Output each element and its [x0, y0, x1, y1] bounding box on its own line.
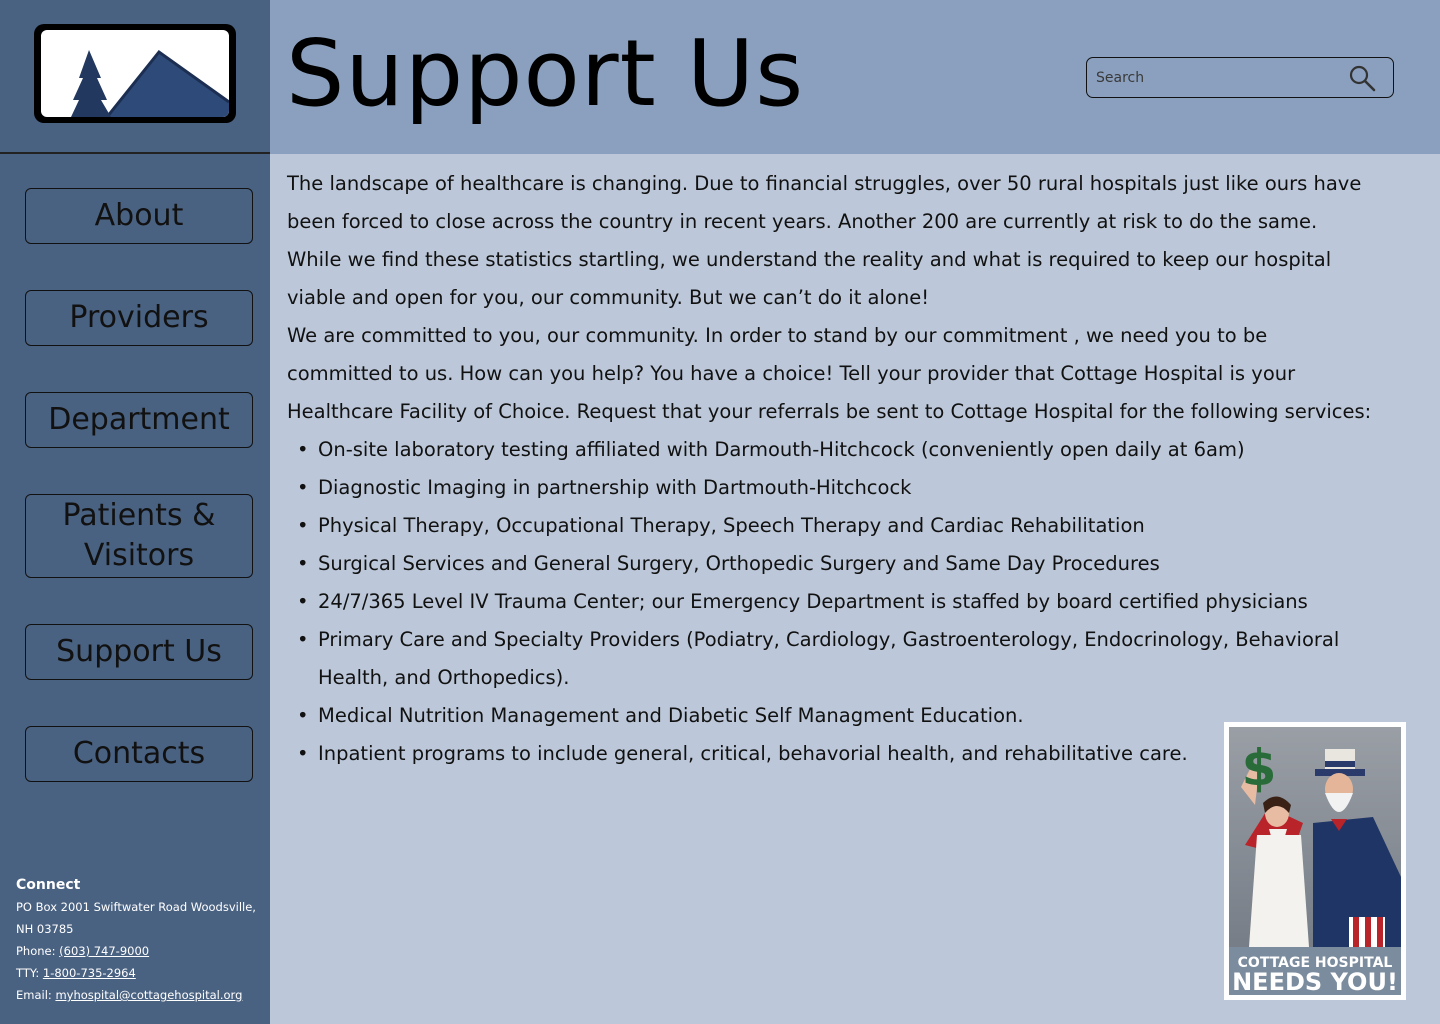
logo-image	[41, 30, 229, 117]
connect-tty	[16, 962, 261, 984]
phone-label: Phone:	[16, 944, 60, 958]
nav-providers[interactable]: Providers	[25, 290, 253, 346]
search-input[interactable]	[1096, 67, 1336, 89]
list-item: • Primary Care and Specialty Providers (Podiatry, Cardiology, Gastroenterology, Endocrinology, Behavioral Health, and Orthopedics).	[287, 621, 1377, 697]
connect-phone	[16, 940, 261, 962]
intro-paragraph: The landscape of healthcare is changing. Due to financial struggles, over 50 rural hospitals just like ours have been forced to close across the country in recent years. Another 200 are currently at risk to do the same. While we find these statistics startling, we understand the reality and what is required to keep our hospital viable and open for you, our community. But we can’t do it alone!	[287, 172, 1362, 309]
connect-title: Connect	[16, 877, 81, 893]
list-item: • Inpatient programs to include general, critical, behavorial health, and rehabilitative care.	[287, 735, 1377, 773]
logo-area	[0, 0, 270, 154]
header	[270, 0, 1440, 154]
email-link[interactable]: myhospital@cottagehospital.org	[55, 988, 243, 1002]
poster-dollar: $	[1241, 739, 1277, 797]
list-item: • 24/7/365 Level IV Trauma Center; our Emergency Department is staffed by board certified physicians	[287, 583, 1377, 621]
tty-label: TTY:	[16, 966, 43, 980]
connect-address: PO Box 2001 Swiftwater Road Woodsville, NH 03785	[16, 900, 256, 936]
nav-about[interactable]: About	[25, 188, 253, 244]
tty-link[interactable]: 1-800-735-2964	[42, 966, 136, 980]
search-icon[interactable]	[1348, 64, 1376, 92]
page-title: Support Us	[286, 20, 805, 127]
sidebar	[0, 0, 270, 1024]
email-label: Email:	[16, 988, 56, 1002]
support-poster	[1224, 722, 1406, 1000]
poster-line2: NEEDS YOU!	[1232, 968, 1398, 995]
connect-email	[16, 984, 261, 1006]
main-content	[287, 165, 1377, 773]
logo-graphic	[41, 30, 229, 117]
poster-line1: COTTAGE HOSPITAL	[1237, 955, 1393, 971]
poster-image	[1229, 727, 1401, 995]
search-box[interactable]	[1086, 57, 1394, 98]
list-item: • Medical Nutrition Management and Diabetic Self Managment Education.	[287, 697, 1377, 735]
nav-patients-visitors[interactable]: Patients & Visitors	[25, 494, 253, 578]
hospital-logo[interactable]	[34, 24, 236, 123]
nav-department[interactable]: Department	[25, 392, 253, 448]
connect-section	[16, 874, 261, 1006]
list-item: • Physical Therapy, Occupational Therapy, Speech Therapy and Cardiac Rehabilitation	[287, 507, 1377, 545]
phone-link[interactable]: (603) 747-9000	[59, 944, 150, 958]
list-item: • Surgical Services and General Surgery, Orthopedic Surgery and Same Day Procedures	[287, 545, 1377, 583]
nav-contacts[interactable]: Contacts	[25, 726, 253, 782]
nav-support-us[interactable]: Support Us	[25, 624, 253, 680]
services-list	[287, 431, 1377, 773]
commitment-paragraph: We are committed to you, our community. In order to stand by our commitment , we need you to be committed to us. How can you help? You have a choice! Tell your provider that Cottage Hospital is your Healthcare Facility of Choice. Request that your referrals be sent to Cottage Hospital for the following services:	[287, 324, 1372, 423]
list-item: • On-site laboratory testing affiliated with Darmouth-Hitchcock (conveniently open daily at 6am)	[287, 431, 1377, 469]
list-item: • Diagnostic Imaging in partnership with Dartmouth-Hitchcock	[287, 469, 1377, 507]
